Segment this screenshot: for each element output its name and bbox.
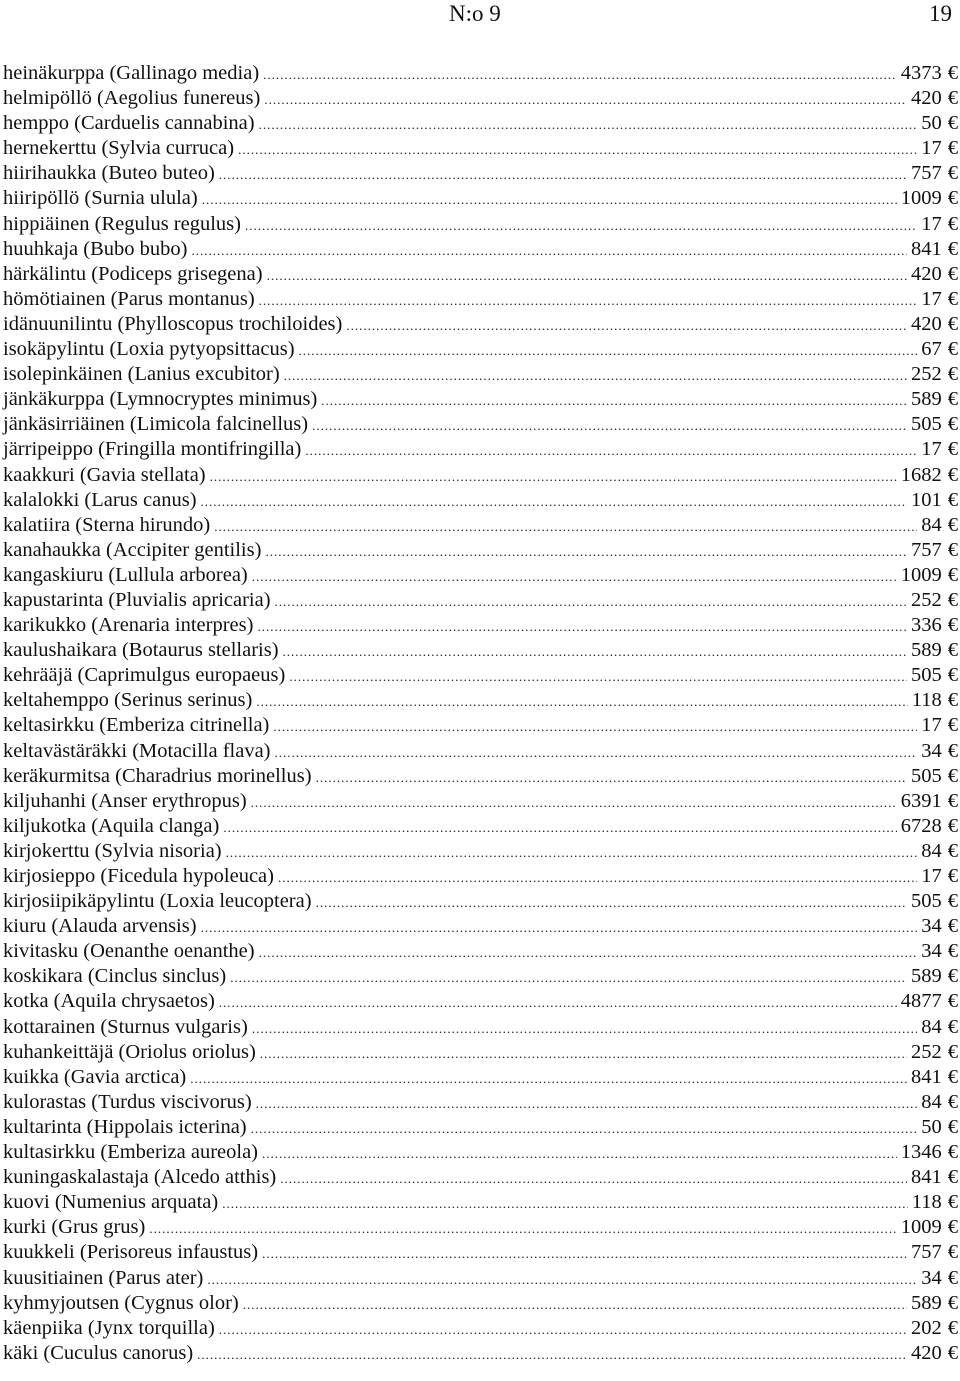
species-name: kaakkuri (Gavia stellata) xyxy=(3,463,206,486)
species-price: 84 xyxy=(921,839,942,862)
species-name: hiiripöllö (Surnia ulula) xyxy=(3,187,198,210)
euro-sign: € xyxy=(947,1216,958,1239)
list-item xyxy=(3,1040,958,1065)
euro-sign: € xyxy=(947,363,958,386)
species-price: 420 xyxy=(911,262,942,285)
species-name: hömötiainen (Parus montanus) xyxy=(3,287,255,310)
dot-leader xyxy=(149,1219,896,1239)
dot-leader xyxy=(275,592,907,612)
euro-sign: € xyxy=(947,940,958,963)
dot-leader xyxy=(219,993,897,1013)
species-name: kiljuhanhi (Anser erythropus) xyxy=(3,789,247,812)
species-name: kuningaskalastaja (Alcedo atthis) xyxy=(3,1166,277,1189)
species-price: 589 xyxy=(911,639,942,662)
euro-sign: € xyxy=(947,312,958,335)
euro-sign: € xyxy=(947,513,958,536)
species-name: isokäpylintu (Loxia pytyopsittacus) xyxy=(3,338,295,361)
species-name: keltasirkku (Emberiza citrinella) xyxy=(3,714,270,737)
species-price: 84 xyxy=(921,1090,942,1113)
dot-leader xyxy=(202,190,897,210)
species-name: kangaskiuru (Lullula arborea) xyxy=(3,563,248,586)
dot-leader xyxy=(251,1119,918,1139)
list-item xyxy=(3,688,958,713)
species-price: 4373 xyxy=(900,62,942,84)
dot-leader xyxy=(214,517,917,537)
dot-leader xyxy=(280,1169,907,1189)
species-price: 757 xyxy=(911,1241,942,1264)
euro-sign: € xyxy=(947,87,958,110)
species-name: kottarainen (Sturnus vulgaris) xyxy=(3,1015,248,1038)
dot-leader xyxy=(299,341,918,361)
species-price: 505 xyxy=(911,890,942,913)
species-price: 4877 xyxy=(900,990,942,1013)
list-item xyxy=(3,814,958,839)
species-price: 1346 xyxy=(900,1141,942,1164)
list-item xyxy=(3,1341,958,1366)
dot-leader xyxy=(284,366,907,386)
euro-sign: € xyxy=(947,588,958,611)
list-item xyxy=(3,1215,958,1240)
species-price: 420 xyxy=(911,312,942,335)
euro-sign: € xyxy=(947,1316,958,1339)
euro-sign: € xyxy=(947,614,958,637)
species-name: kuovi (Numenius arquata) xyxy=(3,1191,219,1214)
species-price: 34 xyxy=(921,915,942,938)
species-price: 252 xyxy=(911,363,942,386)
species-name: koskikara (Cinclus sinclus) xyxy=(3,965,227,988)
list-item xyxy=(3,964,958,989)
dot-leader xyxy=(256,1094,918,1114)
species-name: keltahemppo (Serinus serinus) xyxy=(3,689,253,712)
list-item xyxy=(3,613,958,638)
species-name: kirjosiipikäpylintu (Loxia leucoptera) xyxy=(3,890,312,913)
species-price: 1682 xyxy=(900,463,942,486)
euro-sign: € xyxy=(947,1040,958,1063)
list-item xyxy=(3,1065,958,1090)
list-item xyxy=(3,663,958,688)
list-item xyxy=(3,513,958,538)
species-price: 420 xyxy=(911,87,942,110)
species-price: 118 xyxy=(911,689,942,712)
species-name: kalalokki (Larus canus) xyxy=(3,488,197,511)
species-name: kotka (Aquila chrysaetos) xyxy=(3,990,215,1013)
euro-sign: € xyxy=(947,112,958,135)
list-item xyxy=(3,1291,958,1316)
species-name: hippiäinen (Regulus regulus) xyxy=(3,212,241,235)
euro-sign: € xyxy=(947,1191,958,1214)
species-name: hernekerttu (Sylvia curruca) xyxy=(3,137,235,160)
dot-leader xyxy=(289,667,907,687)
list-item xyxy=(3,789,958,814)
list-item xyxy=(3,437,958,462)
species-price-list xyxy=(3,61,958,1366)
euro-sign: € xyxy=(947,1115,958,1138)
list-item xyxy=(3,1240,958,1265)
list-item xyxy=(3,713,958,738)
dot-leader xyxy=(273,717,917,737)
euro-sign: € xyxy=(947,413,958,436)
dot-leader xyxy=(262,1144,897,1164)
species-name: kyhmyjoutsen (Cygnus olor) xyxy=(3,1291,239,1314)
species-name: kultasirkku (Emberiza aureola) xyxy=(3,1141,258,1164)
list-item xyxy=(3,312,958,337)
euro-sign: € xyxy=(947,714,958,737)
list-item xyxy=(3,111,958,136)
species-name: härkälintu (Podiceps grisegena) xyxy=(3,262,263,285)
list-item xyxy=(3,412,958,437)
species-price: 202 xyxy=(911,1316,942,1339)
euro-sign: € xyxy=(947,237,958,260)
species-price: 505 xyxy=(911,764,942,787)
dot-leader xyxy=(275,743,918,763)
euro-sign: € xyxy=(947,965,958,988)
dot-leader xyxy=(219,165,907,185)
dot-leader xyxy=(190,1069,907,1089)
species-name: kiljukotka (Aquila clanga) xyxy=(3,814,220,837)
euro-sign: € xyxy=(947,1065,958,1088)
dot-leader xyxy=(259,291,918,311)
list-item xyxy=(3,739,958,764)
list-item xyxy=(3,1316,958,1341)
species-price: 757 xyxy=(911,162,942,185)
list-item xyxy=(3,136,958,161)
euro-sign: € xyxy=(947,1015,958,1038)
list-item xyxy=(3,362,958,387)
list-item xyxy=(3,989,958,1014)
dot-leader xyxy=(267,266,907,286)
species-name: kuusitiainen (Parus ater) xyxy=(3,1266,204,1289)
list-item xyxy=(3,1090,958,1115)
euro-sign: € xyxy=(947,438,958,461)
list-item xyxy=(3,939,958,964)
species-price: 101 xyxy=(911,488,942,511)
dot-leader xyxy=(316,893,907,913)
euro-sign: € xyxy=(947,287,958,310)
species-price: 17 xyxy=(921,137,942,160)
dot-leader xyxy=(245,216,917,236)
dot-leader xyxy=(252,567,897,587)
species-price: 336 xyxy=(911,614,942,637)
species-price: 17 xyxy=(921,287,942,310)
dot-leader xyxy=(257,617,907,637)
list-item xyxy=(3,1015,958,1040)
species-price: 252 xyxy=(911,588,942,611)
list-item xyxy=(3,1140,958,1165)
species-price: 84 xyxy=(921,1015,942,1038)
species-name: järripeippo (Fringilla montifringilla) xyxy=(3,438,302,461)
species-price: 841 xyxy=(911,237,942,260)
species-price: 17 xyxy=(921,865,942,887)
species-name: kalatiira (Sterna hirundo) xyxy=(3,513,211,536)
list-item xyxy=(3,864,958,889)
species-name: isolepinkäinen (Lanius excubitor) xyxy=(3,363,280,386)
species-price: 67 xyxy=(921,338,942,361)
euro-sign: € xyxy=(947,789,958,812)
dot-leader xyxy=(260,1044,907,1064)
species-name: heinäkurppa (Gallinago media) xyxy=(3,62,260,84)
species-price: 252 xyxy=(911,1040,942,1063)
dot-leader xyxy=(316,768,907,788)
species-price: 34 xyxy=(921,739,942,762)
list-item xyxy=(3,764,958,789)
species-price: 505 xyxy=(911,413,942,436)
species-name: helmipöllö (Aegolius funereus) xyxy=(3,87,261,110)
species-name: kirjokerttu (Sylvia nisoria) xyxy=(3,839,222,862)
page-number: 19 xyxy=(929,1,952,26)
list-item xyxy=(3,588,958,613)
species-price: 589 xyxy=(911,388,942,411)
euro-sign: € xyxy=(947,1266,958,1289)
list-item xyxy=(3,1266,958,1291)
dot-leader xyxy=(219,1320,907,1340)
species-price: 757 xyxy=(911,538,942,561)
euro-sign: € xyxy=(947,1241,958,1264)
species-price: 841 xyxy=(911,1166,942,1189)
euro-sign: € xyxy=(947,137,958,160)
euro-sign: € xyxy=(947,212,958,235)
dot-leader xyxy=(222,1194,908,1214)
species-name: kiuru (Alauda arvensis) xyxy=(3,915,197,938)
dot-leader xyxy=(238,140,917,160)
species-name: kulorastas (Turdus viscivorus) xyxy=(3,1090,252,1113)
dot-leader xyxy=(197,1345,907,1365)
dot-leader xyxy=(230,968,907,988)
dot-leader xyxy=(256,692,907,712)
list-item xyxy=(3,488,958,513)
dot-leader xyxy=(263,65,897,85)
species-price: 589 xyxy=(911,965,942,988)
euro-sign: € xyxy=(947,890,958,913)
species-name: kehrääjä (Caprimulgus europaeus) xyxy=(3,664,286,687)
species-price: 1009 xyxy=(900,187,942,210)
dot-leader xyxy=(201,492,907,512)
euro-sign: € xyxy=(947,62,958,84)
species-name: hiirihaukka (Buteo buteo) xyxy=(3,162,215,185)
list-item xyxy=(3,638,958,663)
euro-sign: € xyxy=(947,990,958,1013)
euro-sign: € xyxy=(947,488,958,511)
euro-sign: € xyxy=(947,187,958,210)
dot-leader xyxy=(191,241,907,261)
species-price: 34 xyxy=(921,1266,942,1289)
species-name: kuikka (Gavia arctica) xyxy=(3,1065,187,1088)
species-name: kuhankeittäjä (Oriolus oriolus) xyxy=(3,1040,256,1063)
species-price: 17 xyxy=(921,714,942,737)
species-name: karikukko (Arenaria interpres) xyxy=(3,614,254,637)
species-price: 6728 xyxy=(900,814,942,837)
species-name: idänuunilintu (Phylloscopus trochiloides) xyxy=(3,312,343,335)
list-item xyxy=(3,387,958,412)
species-price: 841 xyxy=(911,1065,942,1088)
species-price: 1009 xyxy=(900,1216,942,1239)
euro-sign: € xyxy=(947,1341,958,1364)
species-price: 50 xyxy=(921,1115,942,1138)
dot-leader xyxy=(265,542,907,562)
dot-leader xyxy=(259,115,918,135)
list-item xyxy=(3,914,958,939)
euro-sign: € xyxy=(947,262,958,285)
species-name: kultarinta (Hippolais icterina) xyxy=(3,1115,247,1138)
euro-sign: € xyxy=(947,388,958,411)
dot-leader xyxy=(305,441,917,461)
euro-sign: € xyxy=(947,1291,958,1314)
species-price: 84 xyxy=(921,513,942,536)
species-name: keräkurmitsa (Charadrius morinellus) xyxy=(3,764,312,787)
species-price: 17 xyxy=(921,438,942,461)
species-price: 118 xyxy=(911,1191,942,1214)
species-name: jänkäkurppa (Lymnocryptes minimus) xyxy=(3,388,318,411)
species-name: kapustarinta (Pluvialis apricaria) xyxy=(3,588,271,611)
species-price: 505 xyxy=(911,664,942,687)
dot-leader xyxy=(283,642,907,662)
species-price: 589 xyxy=(911,1291,942,1314)
list-item xyxy=(3,337,958,362)
list-item xyxy=(3,1165,958,1190)
list-item xyxy=(3,287,958,312)
dot-leader xyxy=(252,1019,917,1039)
euro-sign: € xyxy=(947,162,958,185)
dot-leader xyxy=(210,467,897,487)
species-name: käenpiika (Jynx torquilla) xyxy=(3,1316,215,1339)
list-item xyxy=(3,61,958,86)
euro-sign: € xyxy=(947,463,958,486)
list-item xyxy=(3,262,958,287)
list-item xyxy=(3,237,958,262)
dot-leader xyxy=(259,943,918,963)
dot-leader xyxy=(312,416,907,436)
euro-sign: € xyxy=(947,839,958,862)
euro-sign: € xyxy=(947,865,958,887)
species-name: hemppo (Carduelis cannabina) xyxy=(3,112,255,135)
issue-number: N:o 9 xyxy=(449,1,501,26)
list-item xyxy=(3,161,958,186)
species-name: kivitasku (Oenanthe oenanthe) xyxy=(3,940,255,963)
species-price: 420 xyxy=(911,1341,942,1364)
dot-leader xyxy=(262,1244,907,1264)
species-price: 50 xyxy=(921,112,942,135)
dot-leader xyxy=(201,918,918,938)
species-name: kuukkeli (Perisoreus infaustus) xyxy=(3,1241,259,1264)
species-name: huuhkaja (Bubo bubo) xyxy=(3,237,188,260)
dot-leader xyxy=(207,1270,917,1290)
species-price: 17 xyxy=(921,212,942,235)
euro-sign: € xyxy=(947,338,958,361)
list-item xyxy=(3,563,958,588)
dot-leader xyxy=(251,793,897,813)
species-name: kirjosieppo (Ficedula hypoleuca) xyxy=(3,865,274,887)
list-item xyxy=(3,538,958,563)
euro-sign: € xyxy=(947,538,958,561)
euro-sign: € xyxy=(947,639,958,662)
dot-leader xyxy=(223,818,896,838)
list-item xyxy=(3,463,958,488)
species-price: 1009 xyxy=(900,563,942,586)
euro-sign: € xyxy=(947,664,958,687)
species-name: käki (Cuculus canorus) xyxy=(3,1341,194,1364)
list-item xyxy=(3,839,958,864)
euro-sign: € xyxy=(947,764,958,787)
euro-sign: € xyxy=(947,563,958,586)
species-price: 6391 xyxy=(900,789,942,812)
list-item xyxy=(3,1115,958,1140)
dot-leader xyxy=(278,868,917,888)
euro-sign: € xyxy=(947,1166,958,1189)
species-name: kanahaukka (Accipiter gentilis) xyxy=(3,538,262,561)
euro-sign: € xyxy=(947,739,958,762)
euro-sign: € xyxy=(947,689,958,712)
euro-sign: € xyxy=(947,1141,958,1164)
euro-sign: € xyxy=(947,814,958,837)
dot-leader xyxy=(264,90,907,110)
dot-leader xyxy=(243,1295,907,1315)
dot-leader xyxy=(346,316,907,336)
species-price: 34 xyxy=(921,940,942,963)
dot-leader xyxy=(226,843,918,863)
species-name: keltavästäräkki (Motacilla flava) xyxy=(3,739,271,762)
list-item xyxy=(3,1190,958,1215)
list-item xyxy=(3,889,958,914)
list-item xyxy=(3,86,958,111)
list-item xyxy=(3,212,958,237)
list-item xyxy=(3,186,958,211)
species-name: kaulushaikara (Botaurus stellaris) xyxy=(3,639,279,662)
dot-leader xyxy=(321,391,907,411)
page-header xyxy=(0,0,960,34)
euro-sign: € xyxy=(947,915,958,938)
euro-sign: € xyxy=(947,1090,958,1113)
species-name: jänkäsirriäinen (Limicola falcinellus) xyxy=(3,413,309,436)
species-name: kurki (Grus grus) xyxy=(3,1216,146,1239)
